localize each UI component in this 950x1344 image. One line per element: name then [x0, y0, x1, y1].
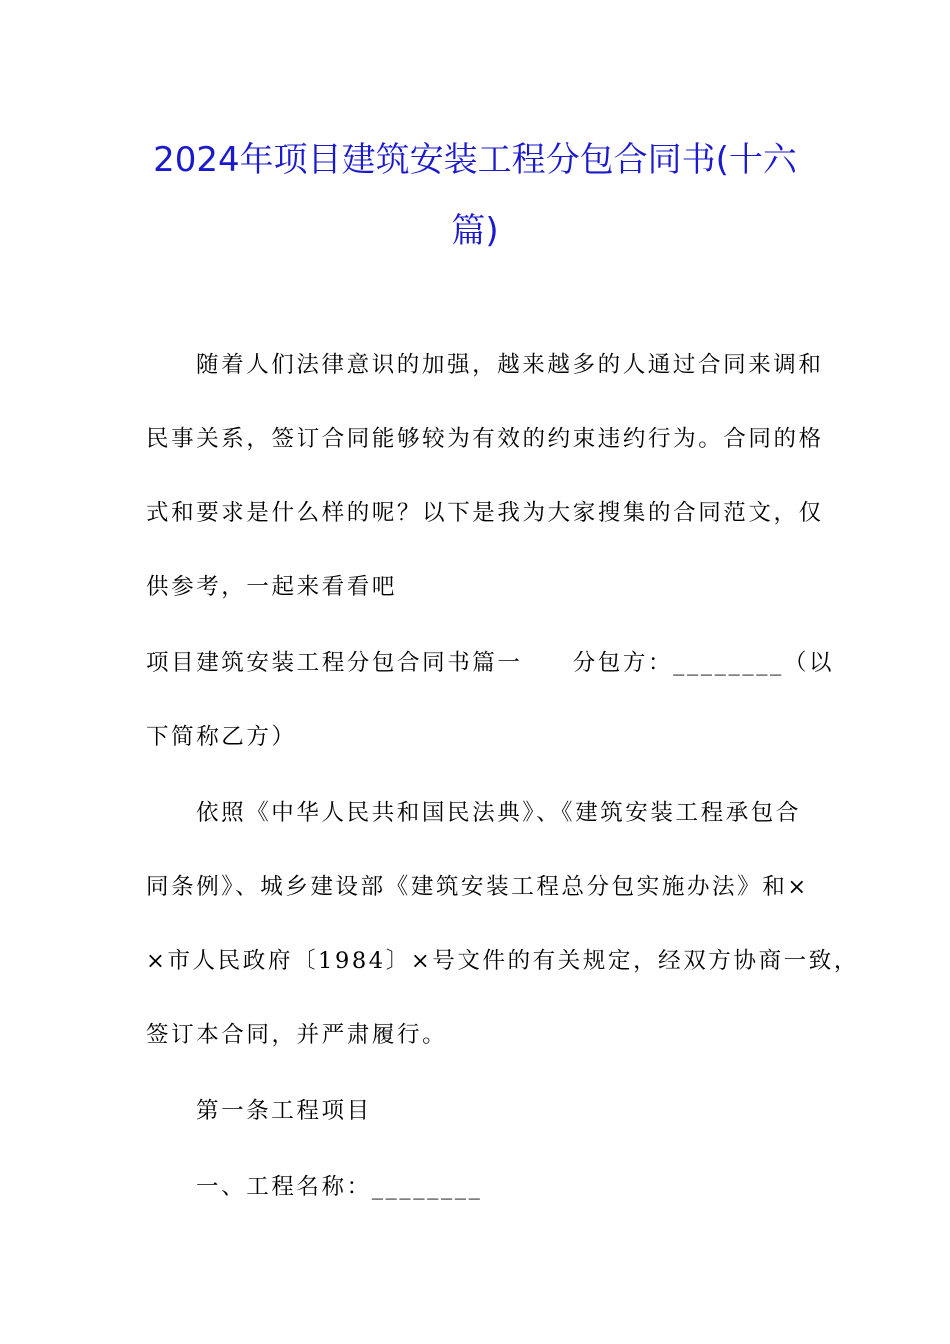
body-line-3: 式和要求是什么样的呢？以下是我为大家搜集的合同范文，仅 — [146, 500, 824, 526]
body-line-5: 项目建筑安装工程分包合同书篇一 分包方：________（以 — [146, 650, 835, 676]
section-heading-article-1: 第一条工程项目 — [196, 1098, 372, 1124]
body-line-1: 随着人们法律意识的加强，越来越多的人通过合同来调和 — [196, 352, 824, 378]
body-line-4: 供参考，一起来看看吧 — [146, 574, 398, 600]
body-line-2: 民事关系，签订合同能够较为有效的约束违约行为。合同的格 — [146, 426, 824, 452]
body-line-10: 签订本合同，并严肃履行。 — [146, 1022, 448, 1048]
document-title-line-1: 2024年项目建筑安装工程分包合同书(十六 — [153, 140, 797, 180]
body-line-8: 同条例》、城乡建设部《建筑安装工程总分包实施办法》和× — [146, 874, 809, 900]
project-name-field: 一、工程名称：________ — [196, 1174, 483, 1200]
body-line-9: ×市人民政府〔1984〕×号文件的有关规定，经双方协商一致， — [146, 948, 859, 974]
body-line-7: 依照《中华人民共和国民法典》、《建筑安装工程承包合 — [196, 800, 802, 826]
document-title-line-2: 篇) — [451, 211, 499, 251]
body-line-6: 下简称乙方） — [146, 724, 297, 750]
